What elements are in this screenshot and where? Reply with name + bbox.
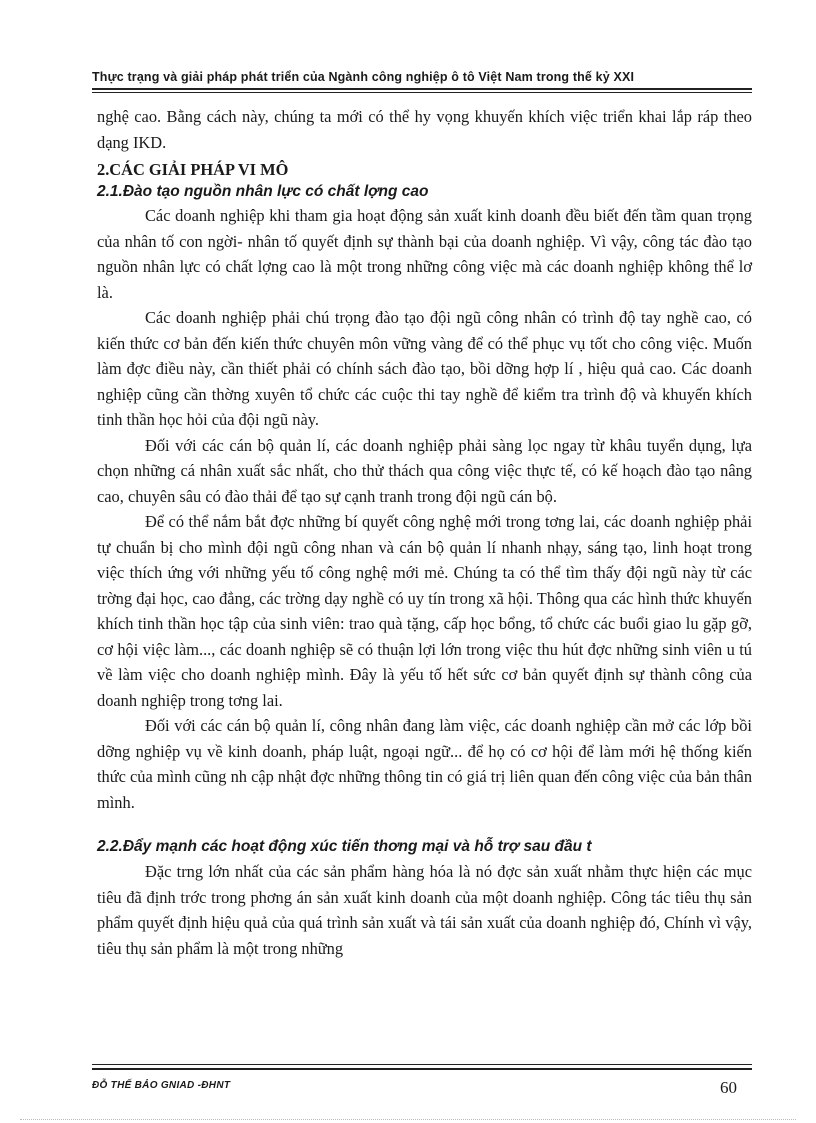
section-2-1-heading: 2.1.Đào tạo nguồn nhân lực có chất lợng cao	[97, 183, 429, 200]
paragraph-5: Đối với các cán bộ quản lí, công nhân đang làm việc, các doanh nghiệp cần mở các lớp bồi dỡng nghiệp vụ về kinh doanh, pháp luật, ngoại ngữ... để họ có cơ hội để làm mới hệ thống kiến thức của mình cũng nh cập nhật đợc những thông tin có giá trị liên quan đến công việc của bản thân mình.	[97, 716, 753, 812]
header-rule-thin	[92, 92, 752, 93]
paragraph-6: Đặc trng lớn nhất của các sản phẩm hàng hóa là nó đợc sản xuất nhằm thực hiện các mục tiêu đã định trớc trong phơng án sản xuất kinh doanh của một doanh nghiệp. Công tác tiêu thụ sản phẩm quyết định hiệu quả của quá trình sản xuất và tái sản xuất của doanh nghiệp đó, Chính vì vậy, tiêu thụ sản phẩm là một trong những	[97, 862, 752, 958]
page-edge-dotted-line	[20, 1119, 796, 1120]
footer-rule-thin	[92, 1064, 752, 1065]
paragraph-2: Các doanh nghiệp phải chú trọng đào tạo đội ngũ công nhân có trình độ tay nghề cao, có kiến thức cơ bản đến kiến thức chuyên môn vững vàng để có thể phục vụ tốt cho công việc. Muốn làm đợc điều này, cần thiết phải có chính sách đào tạo, bồi dỡng hợp lí , hiệu quả cao. Các doanh nghiệp cũng cần thờng xuyên tổ chức các cuộc thi tay nghề để kiểm tra trình độ và khuyến khích tinh thần học hỏi của đội ngũ này.	[97, 308, 752, 429]
section-2-2-heading: 2.2.Đẩy mạnh các hoạt động xúc tiến thơng mại và hỗ trợ sau đầu t	[97, 838, 592, 855]
footer-author: ĐỖ THẾ BẢO GNIAD -ĐHNT	[92, 1080, 231, 1091]
section-2-heading: 2.CÁC GIẢI PHÁP VI MÔ	[97, 160, 289, 179]
running-header: Thực trạng và giải pháp phát triển của Ngành công nghiệp ô tô Việt Nam trong thế kỷ XXI	[92, 70, 635, 84]
paragraph-3: Đối với các cán bộ quản lí, các doanh nghiệp phải sàng lọc ngay từ khâu tuyển dụng, lựa chọn những cá nhân xuất sắc nhất, cho thử thách qua công việc thực tế, có kế hoạch đào tạo nâng cao, chuyên sâu có đào thải để tạo sự cạnh tranh trong đội ngũ cán bộ.	[97, 435, 752, 506]
paragraph-4: Để có thể nắm bắt đợc những bí quyết công nghệ mới trong tơng lai, các doanh nghiệp phải tự chuẩn bị cho mình đội ngũ công nhan và cán bộ quản lí nhanh nhạy, sáng tạo, linh hoạt trong việc thích ứng với những yếu tố công nghệ mới mẻ. Chúng ta có thể tìm thấy đội ngũ này từ các trờng đại học, cao đẳng, các trờng dạy nghề có uy tín trong xã hội. Thông qua các hình thức khuyến khích tinh thần học tập của sinh viên: trao quà tặng, cấp học bổng, tổ chức các buổi giao lu gặp gỡ, cơ hội việc làm..., các doanh nghiệp sẽ có thuận lợi lớn trong việc thu hút đợc những sinh viên u tú về làm việc cho doanh nghiệp mình. Đây là yếu tố hết sức cơ bản quyết định sự thành công của doanh nghiệp trong tơng lai.	[97, 512, 752, 710]
header-rule-thick	[92, 88, 752, 90]
paragraph-1: Các doanh nghiệp khi tham gia hoạt động sản xuất kinh doanh đều biết đến tầm quan trọng của nhân tố con ngời- nhân tố quyết định sự thành bại của doanh nghiệp. Vì vậy, công tác đào tạo nguồn nhân lực có chất lợng cao là một trong những công việc mà các doanh nghiệp không thể lơ là.	[97, 206, 752, 302]
body-content	[97, 104, 752, 961]
intro-paragraph: nghệ cao. Bằng cách này, chúng ta mới có thể hy vọng khuyến khích việc triển khai lắp ráp theo dạng IKD.	[97, 107, 752, 152]
footer-rule-thick	[92, 1068, 752, 1070]
page-number: 60	[720, 1078, 737, 1097]
